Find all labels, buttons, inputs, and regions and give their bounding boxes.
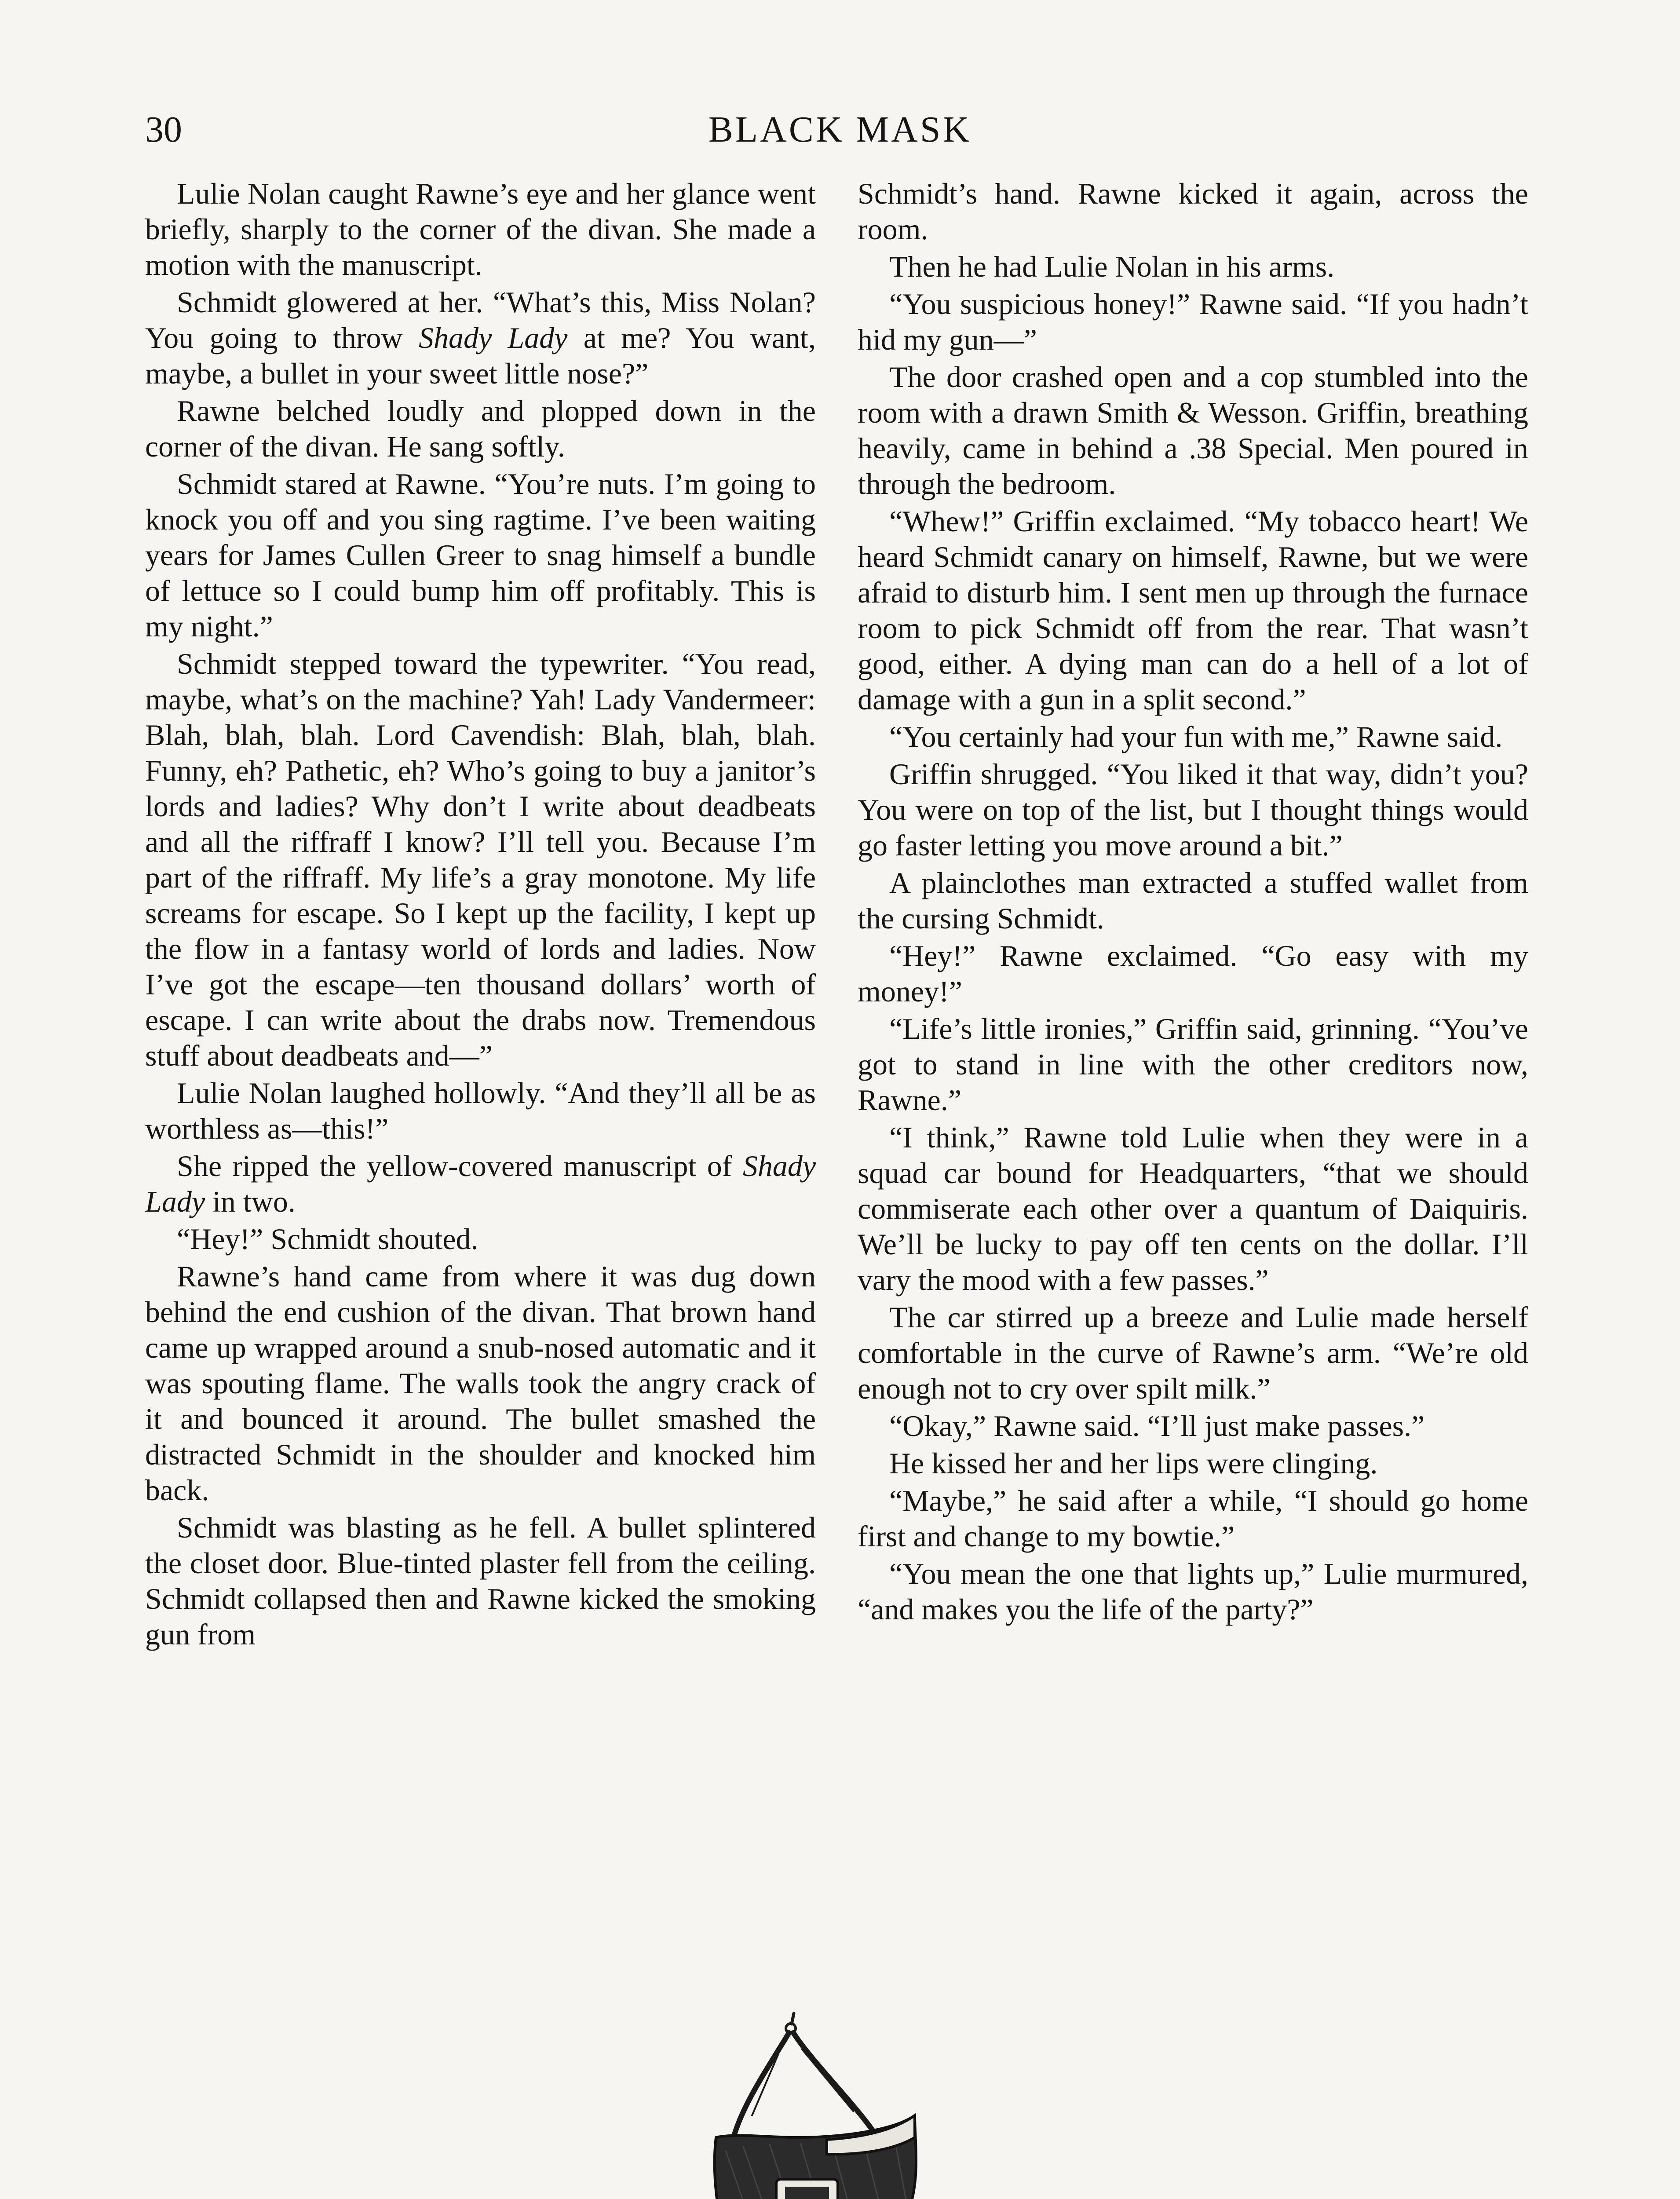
paragraph: “Okay,” Rawne said. “I’ll just make passes.” — [889, 1409, 1425, 1443]
paragraph: Lulie Nolan laughed hollowly. “And they’ll all be as worthless as—this!” — [145, 1076, 816, 1145]
paragraph: “Life’s little ironies,” Griffin said, grinning. “You’ve got to stand in line with the other creditors now, Rawne.” — [858, 1012, 1528, 1117]
paragraph: She ripped the yellow-covered manuscript of Shady Lady in two. — [145, 1149, 816, 1218]
paragraph: The car stirred up a breeze and Lulie made herself comfortable in the curve of Rawne’s arm. “We’re old enough not to cry over spilt milk.” — [858, 1300, 1528, 1405]
right-column — [858, 176, 1528, 1629]
paragraph: Lulie Nolan caught Rawne’s eye and her glance went briefly, sharply to the corner of the divan. She made a motion with the manuscript. — [145, 177, 816, 281]
paragraph: Schmidt was blasting as he fell. A bullet splintered the closet door. Blue-tinted plaster fell from the ceiling. Schmidt collapsed then and Rawne kicked the smoking gun from — [145, 1511, 816, 1651]
paragraph: Rawne belched loudly and plopped down in the corner of the divan. He sang softly. — [145, 394, 816, 463]
page-number: 30 — [145, 109, 182, 150]
paragraph: Schmidt stared at Rawne. “You’re nuts. I’m going to knock you off and you sing ragtime. I’ve been waiting years for James Cullen Greer to snag himself a bundle of lettuce so I could bump him off profitably. This is my night.” — [145, 467, 816, 643]
paragraph: He kissed her and her lips were clinging. — [889, 1447, 1378, 1480]
paragraph: Schmidt’s hand. Rawne kicked it again, across the room. — [858, 177, 1528, 246]
paragraph: “You mean the one that lights up,” Lulie murmured, “and makes you the life of the party?” — [858, 1557, 1528, 1626]
paragraph: Griffin shrugged. “You liked it that way, didn’t you? You were on top of the list, but I thought things would go faster letting you move around a bit.” — [858, 757, 1528, 862]
paragraph: “You suspicious honey!” Rawne said. “If you hadn’t hid my gun—” — [858, 287, 1528, 356]
italic-title: Shady Lady — [418, 321, 568, 354]
paragraph: Schmidt stepped toward the typewriter. “You read, maybe, what’s on the machine? Yah! Lady Vandermeer: Blah, blah, blah. Lord Cavendish: Blah, blah, blah. Funny, eh? Pathetic, eh? Who’s going to buy a janitor’s lords and ladies? Why don’t I write about deadbeats and all the riffraff I know? I’ll tell you. Because I’m part of the riffraff. My life’s a gray monotone. My life screams for escape. So I kept up the facility, I kept up the flow in a fantasy world of lords and ladies. Now I’ve got the escape—ten thousand dollars’ worth of escape. I can write about the drabs now. Tremendous stuff about deadbeats and—” — [145, 647, 816, 1072]
paragraph: Schmidt glowered at her. “What’s this, Miss Nolan? You going to throw Shady Lady at me? You want, maybe, a bullet in your sweet little nose?” — [145, 285, 816, 390]
running-title: BLACK MASK — [708, 109, 972, 150]
paragraph: “I think,” Rawne told Lulie when they were in a squad car bound for Headquarters, “that we should commiserate each other over a quantum of Daiquiris. We’ll be lucky to pay off ten cents on the dollar. I’ll vary the mood with a few passes.” — [858, 1121, 1528, 1297]
paragraph: “Maybe,” he said after a while, “I should go home first and change to my bowtie.” — [858, 1484, 1528, 1553]
paragraph: The door crashed open and a cop stumbled into the room with a drawn Smith & Wesson. Griffin, breathing heavily, came in behind a .38 Special. Men poured in through the bedroom. — [858, 360, 1528, 500]
left-column — [145, 176, 816, 1654]
paragraph: Then he had Lulie Nolan in his arms. — [889, 250, 1335, 283]
italic-title: Shady Lady — [145, 1149, 816, 1218]
paragraph: “Whew!” Griffin exclaimed. “My tobacco heart! We heard Schmidt canary on himself, Rawne, but we were afraid to disturb him. I sent men up through the furnace room to pick Schmidt off from the rear. That wasn’t good, either. A dying man can do a hell of a lot of damage with a gun in a split second.” — [858, 504, 1528, 716]
paragraph: Rawne’s hand came from where it was dug down behind the end cushion of the divan. That brown hand came up wrapped around a snub-nosed automatic and it was spouting flame. The walls took the angry crack of it and bounced it around. The bullet smashed the distracted Schmidt in the shoulder and knocked him back. — [145, 1260, 816, 1507]
page-header — [145, 103, 1535, 156]
paragraph: “Hey!” Schmidt shouted. — [177, 1222, 478, 1256]
paragraph: “Hey!” Rawne exclaimed. “Go easy with my money!” — [858, 939, 1528, 1008]
paragraph: A plainclothes man extracted a stuffed wallet from the cursing Schmidt. — [858, 866, 1528, 935]
hanging-lantern-icon — [708, 2005, 950, 2199]
paragraph: “You certainly had your fun with me,” Rawne said. — [889, 720, 1503, 753]
